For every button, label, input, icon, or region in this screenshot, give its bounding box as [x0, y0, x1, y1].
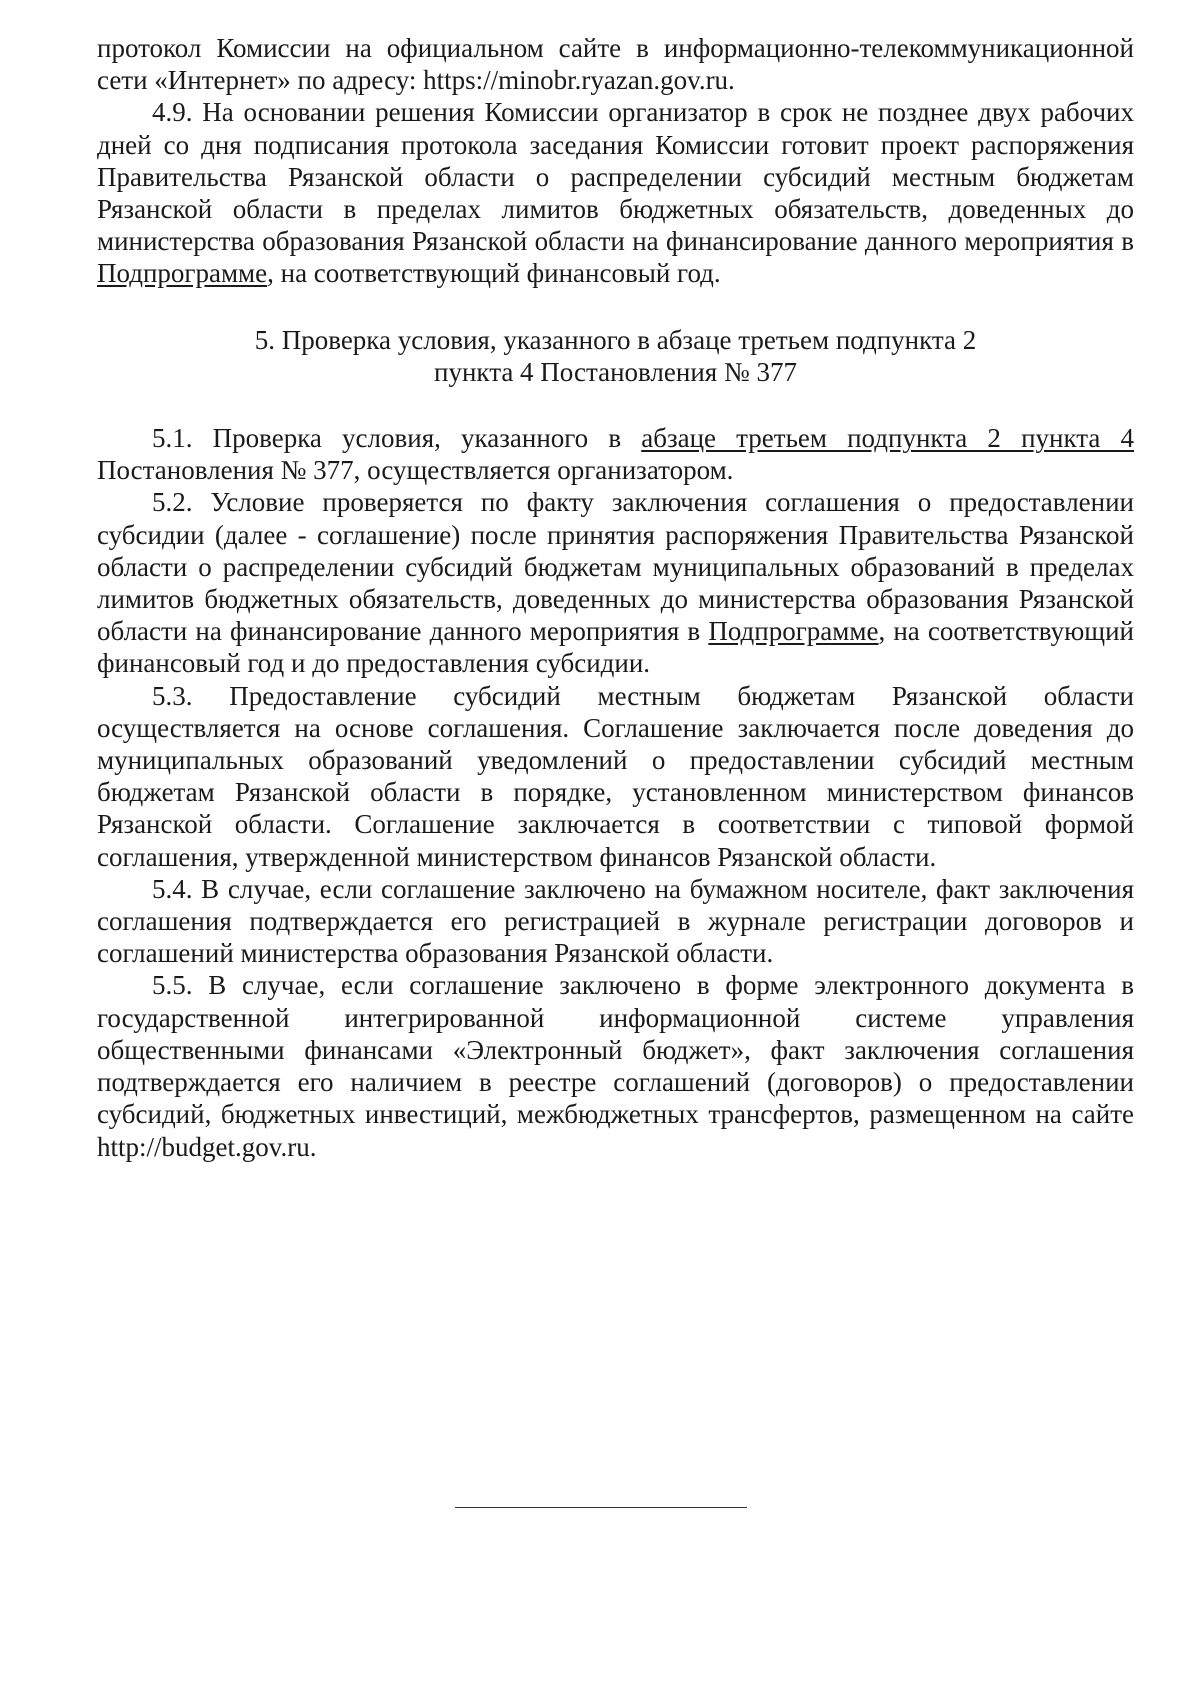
subprogram-link[interactable]: Подпрограмме	[97, 258, 268, 289]
document-body	[97, 32, 1134, 1163]
paragraph-5-2-tail: , на соответствующий финансовый год и до предоставления субсидии.	[97, 616, 1134, 679]
paragraph-5-2	[97, 486, 1134, 679]
paragraph-5-4: 5.4. В случае, если соглашение заключено на бумажном носителе, факт заключения соглашения подтверждается его регистрацией в журнале регистрации договоров и соглашений министерства образования Рязанской области.	[97, 873, 1134, 969]
reference-link[interactable]: абзаце третьем подпункта 2 пункта 4	[641, 423, 1134, 454]
paragraph-5-5: 5.5. В случае, если соглашение заключено в форме электронного документа в государственной интегрированной информационной системе управления общественными финансами «Электронный бюджет», факт заключения соглашения подтверждается его наличием в реестре соглашений (договоров) о предоставлении субсидий, бюджетных инвестиций, межбюджетных трансфертов, размещенном на сайте http://budget.gov.ru.	[97, 970, 1134, 1162]
paragraph-5-3: 5.3. Предоставление субсидий местным бюджетам Рязанской области осуществляется на основе соглашения. Соглашение заключается после доведения до муниципальных образований уведомлений о предоставлении субсидий местным бюджетам Рязанской области в порядке, установленном министерством финансов Рязанской области. Соглашение заключается в соответствии с типовой формой соглашения, утвержденной министерством финансов Рязанской области.	[97, 680, 1134, 872]
paragraph-5-2-text: 5.2. Условие проверяется по факту заключения соглашения о предоставлении субсидии (далее - соглашение) после принятия распоряжения Правительства Рязанской области о распределении субсидий бюджетам муниципальных образований в пределах лимитов бюджетных обязательств, доведенных до министерства образования Рязанской области на финансирование данного мероприятия в	[97, 487, 1134, 647]
paragraph-5-1-text: 5.1. Проверка условия, указанного в	[152, 423, 642, 454]
paragraph-4-9	[97, 96, 1134, 289]
paragraph-5-1	[97, 422, 1134, 486]
paragraph-4-9-text: 4.9. На основании решения Комиссии организатор в срок не позднее двух рабочих дней со дня подписания протокола заседания Комиссии готовит проект распоряжения Правительства Рязанской области о распределении субсидий местным бюджетам Рязанской области в пределах лимитов бюджетных обязательств, доведенных до министерства образования Рязанской области на финансирование данного мероприятия в	[97, 97, 1134, 257]
paragraph-5-1-tail: Постановления № 377, осуществляется организатором.	[97, 455, 734, 486]
section-5-heading	[97, 324, 1134, 388]
section-5-heading-line-2: пункта 4 Постановления № 377	[434, 356, 797, 387]
section-5-heading-line-1: 5. Проверка условия, указанного в абзаце третьем подпункта 2	[254, 324, 977, 355]
subprogram-link[interactable]: Подпрограмме	[708, 616, 879, 647]
end-separator-line	[455, 1507, 747, 1508]
paragraph-continuation: протокол Комиссии на официальном сайте в информационно-телекоммуникационной сети «Интернет» по адресу: https://minobr.ryazan.gov.ru.	[97, 33, 1134, 96]
paragraph-4-9-tail: , на соответствующий финансовый год.	[267, 258, 721, 289]
